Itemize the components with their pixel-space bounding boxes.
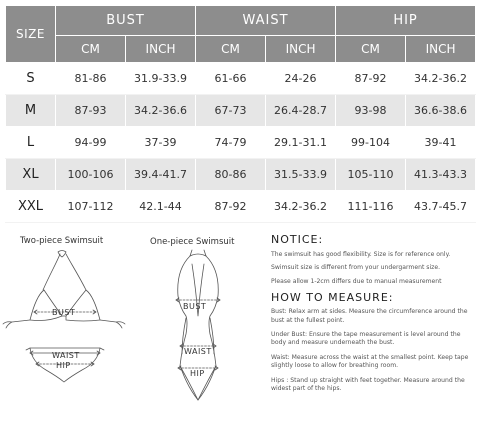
- table-cell: 100-106: [56, 159, 126, 191]
- table-cell: 31.5-33.9: [266, 159, 336, 191]
- table-cell: 42.1-44: [126, 191, 196, 223]
- how-to-measure-heading: HOW TO MEASURE:: [271, 291, 394, 305]
- table-cell: 99-104: [336, 127, 406, 159]
- size-cell: XL: [6, 159, 56, 191]
- notes-panel: [271, 233, 475, 399]
- table-row: [6, 127, 476, 159]
- table-row: [6, 159, 476, 191]
- size-cell: L: [6, 127, 56, 159]
- how-to-measure-list: [271, 308, 475, 393]
- measure-item: Hips : Stand up straight with feet together. Measure around the widest part of the hips.: [271, 376, 465, 393]
- table-cell: 36.6-38.6: [406, 95, 476, 127]
- table-row: [6, 95, 476, 127]
- bust-header: BUST: [56, 6, 196, 36]
- two-piece-title: Two-piece Swimsuit: [20, 236, 104, 246]
- measure-item: Under Bust: Ensure the tape measurement is level around the body and measure underneath the bust.: [271, 331, 461, 347]
- table-cell: 34.2-36.6: [126, 95, 196, 127]
- measure-item: Waist: Measure across the waist at the smallest point. Keep tape slightly loose to allow for breathing room.: [271, 353, 469, 370]
- bust-label: BUST: [52, 308, 76, 317]
- table-cell: 87-92: [336, 63, 406, 95]
- unit-header: INCH: [126, 36, 196, 63]
- table-cell: 34.2-36.2: [266, 191, 336, 223]
- table-cell: 105-110: [336, 159, 406, 191]
- unit-header: CM: [56, 36, 126, 63]
- table-cell: 81-86: [56, 63, 126, 95]
- notice-line: Please allow 1-2cm differs due to manual measurement: [271, 277, 442, 285]
- size-chart-table: [5, 5, 476, 223]
- unit-header: INCH: [406, 36, 476, 63]
- table-cell: 67-73: [196, 95, 266, 127]
- table-row: [6, 63, 476, 95]
- table-cell: 94-99: [56, 127, 126, 159]
- unit-header: INCH: [266, 36, 336, 63]
- table-cell: 111-116: [336, 191, 406, 223]
- size-header: SIZE: [6, 6, 56, 63]
- size-cell: M: [6, 95, 56, 127]
- notice-list: [271, 251, 475, 286]
- table-cell: 61-66: [196, 63, 266, 95]
- table-cell: 34.2-36.2: [406, 63, 476, 95]
- hip-label: HIP: [56, 361, 71, 370]
- size-cell: XXL: [6, 191, 56, 223]
- table-cell: 31.9-33.9: [126, 63, 196, 95]
- table-cell: 107-112: [56, 191, 126, 223]
- table-cell: 29.1-31.1: [266, 127, 336, 159]
- one-piece-swimsuit-diagram: [140, 250, 260, 415]
- waist-label: WAIST: [52, 351, 80, 360]
- unit-header: CM: [336, 36, 406, 63]
- waist-label: WAIST: [184, 347, 212, 356]
- table-cell: 93-98: [336, 95, 406, 127]
- bust-label: BUST: [183, 302, 207, 311]
- table-cell: 74-79: [196, 127, 266, 159]
- table-cell: 37-39: [126, 127, 196, 159]
- table-cell: 24-26: [266, 63, 336, 95]
- table-cell: 43.7-45.7: [406, 191, 476, 223]
- table-cell: 39-41: [406, 127, 476, 159]
- waist-header: WAIST: [196, 6, 336, 36]
- size-cell: S: [6, 63, 56, 95]
- notice-heading: NOTICE:: [271, 233, 324, 246]
- table-cell: 26.4-28.7: [266, 95, 336, 127]
- table-cell: 80-86: [196, 159, 266, 191]
- hip-label: HIP: [190, 369, 205, 378]
- table-cell: 41.3-43.3: [406, 159, 476, 191]
- two-piece-swimsuit-diagram: [0, 250, 140, 410]
- table-cell: 39.4-41.7: [126, 159, 196, 191]
- one-piece-title: One-piece Swimsuit: [150, 237, 235, 247]
- notice-line: The swimsuit has good flexibility. Size is for reference only.: [271, 251, 451, 258]
- table-cell: 87-92: [196, 191, 266, 223]
- measure-item: Bust: Relax arm at sides. Measure the circumference around the bust at the fullest point.: [271, 308, 468, 324]
- unit-header: CM: [196, 36, 266, 63]
- notice-line: Swimsuit size is different from your undergarment size.: [271, 264, 441, 272]
- hip-header: HIP: [336, 6, 476, 36]
- table-row: [6, 191, 476, 223]
- table-cell: 87-93: [56, 95, 126, 127]
